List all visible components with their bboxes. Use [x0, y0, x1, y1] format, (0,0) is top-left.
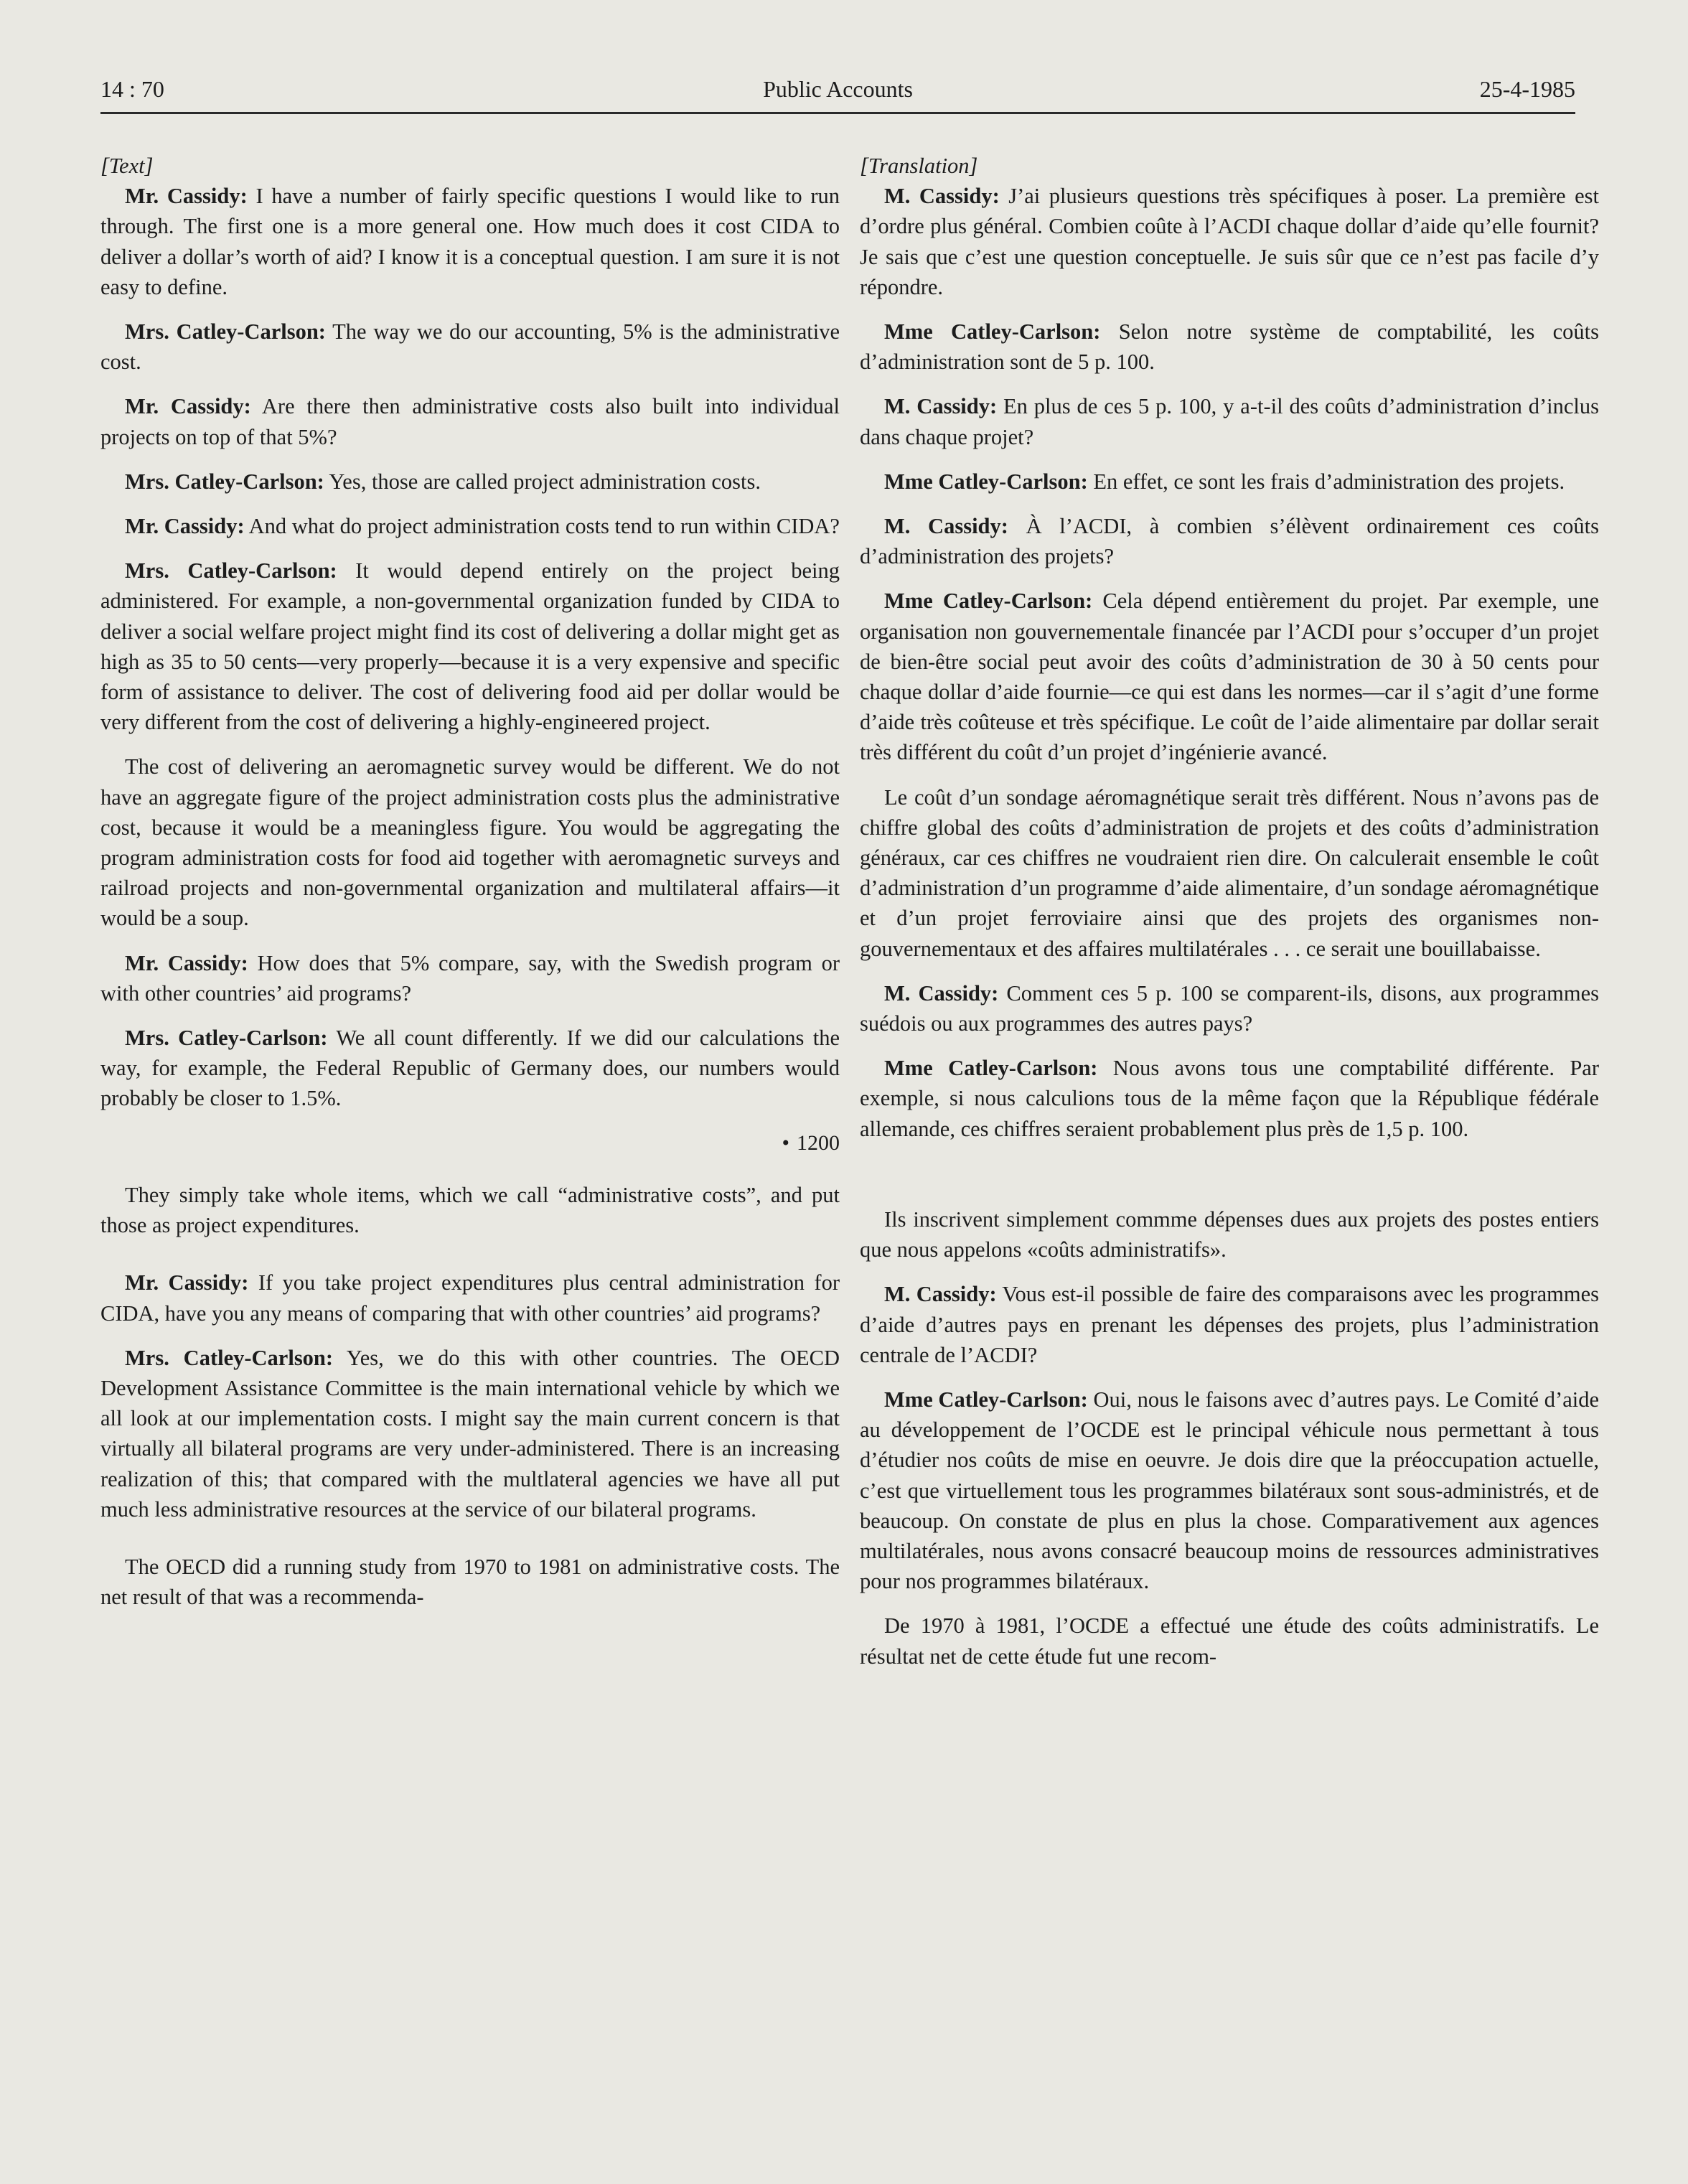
speech-text: Comment ces 5 p. 100 se comparent-ils, disons, aux programmes suédois ou aux programmes des autres pays? [860, 980, 1599, 1036]
paragraph [100, 391, 840, 451]
speech-text: Vous est-il possible de faire des comparaisons avec les programmes d’aide d’autres pays en prenant les dépenses des projets, plus l’administration centrale de l’ACDI? [860, 1282, 1599, 1367]
speaker: Mme Catley-Carlson: [884, 589, 1093, 614]
speech-text: The cost of delivering an aeromagnetic survey would be different. We do not have an aggregate figure of the project administration costs plus the administrative cost, because it would be a meaningless figure. You would be aggregating the program administration costs for food aid together with aeromagnetic surveys and railroad projects and non-governmental organization and multilateral affairs—it would be a soup. [100, 754, 840, 931]
speech-text: We all count differently. If we did our calculations the way, for example, the Federal Republic of Germany does, our numbers would probably be closer to 1.5%. [100, 1026, 840, 1111]
paragraph [100, 181, 840, 302]
page-date: 25-4-1985 [1479, 76, 1575, 102]
paragraph [860, 317, 1599, 377]
speaker: Mme Catley-Carlson: [884, 319, 1101, 345]
speaker: M. Cassidy: [884, 394, 998, 419]
speaker: Mme Catley-Carlson: [884, 469, 1088, 494]
paragraph [100, 948, 840, 1008]
paragraph [860, 1611, 1599, 1671]
paragraph [100, 467, 840, 497]
speech-text: The way we do our accounting, 5% is the administrative cost. [100, 319, 840, 375]
page-number: 14 : 70 [100, 76, 164, 102]
paragraph [100, 751, 840, 933]
speaker: Mrs. Catley-Carlson: [125, 558, 337, 584]
speech-text: How does that 5% compare, say, with the Swedish program or with other countries’ aid programs? [100, 950, 840, 1006]
paragraph [860, 1384, 1599, 1596]
speech-text: I have a number of fairly specific questions I would like to run through. The first one is a more general one. How much does it cost CIDA to deliver a dollar’s worth of aid? I know it is a conceptual question. I am sure it is not easy to define. [100, 184, 840, 299]
speech-text: Selon notre système de comptabilité, les coûts d’administration sont de 5 p. 100. [860, 319, 1599, 375]
speech-text: Cela dépend entièrement du projet. Par exemple, une organisation non gouvernementale financée par l’ACDI pour s’occuper d’un projet de bien-être social peut avoir des coûts d’administration de 30 à 50 cents pour chaque dollar d’aide fournie—ce qui est dans les normes—car il s’agit d’une forme d’aide très coûteuse et très spécifique. Le coût de l’aide alimentaire par dollar serait très différent du coût d’un projet d’ingénierie avancé. [860, 589, 1599, 765]
paragraph [100, 1180, 840, 1240]
speaker: M. Cassidy: [884, 514, 1008, 539]
speech-text: Nous avons tous une comptabilité différente. Par exemple, si nous calculions tous de la même façon que la République fédérale allemande, ces chiffres seraient probablement plus près de 1,5 p. 100. [860, 1056, 1599, 1141]
speaker: Mr. Cassidy: [125, 184, 248, 209]
paragraph [860, 1279, 1599, 1370]
speech-text: En effet, ce sont les frais d’administration des projets. [1087, 469, 1565, 494]
paragraph [100, 511, 840, 541]
paragraph [100, 1343, 840, 1524]
speech-text: It would depend entirely on the project being administered. For example, a non-governmental organization funded by CIDA to deliver a social welfare project might find its cost of delivering a dollar might get as high as 35 to 50 cents—very properly—because it is a very expensive and specific form of assistance to deliver. The cost of delivering food aid per dollar would be very different from the cost of delivering a highly-engineered project. [100, 558, 840, 735]
speaker: M. Cassidy: [884, 980, 999, 1006]
speech-text: And what do project administration costs tend to run within CIDA? [244, 514, 840, 539]
paragraph [100, 556, 840, 737]
paragraph [100, 1267, 840, 1328]
speaker: Mr. Cassidy: [125, 394, 251, 419]
speech-text: Oui, nous le faisons avec d’autres pays. Le Comité d’aide au développement de l’OCDE est le principal véhicule nous permettant à tous d’étudier nos coûts de mise en oeuvre. Je dois dire que la préoccupation actuelle, c’est que virtuellement tous les programmes bilatéraux sont sous-administrés, et de beaucoup. On constate de plus en plus la chose. Comparativement aux agences multilatérales, nous avons consacré beaucoup moins de ressources administratives pour nos programmes bilatéraux. [860, 1387, 1600, 1594]
paragraph [100, 317, 840, 377]
speech-text: Yes, we do this with other countries. The OECD Development Assistance Committee is the main international vehicle by which we all look at our implementation costs. I might say the main current concern is that virtually all bilateral programs are very under-administered. There is an increasing realization of this; that compared with the multlateral agencies we have all put much less administrative resources at the service of our bilateral programs. [100, 1345, 840, 1522]
speaker: Mrs. Catley-Carlson: [125, 1345, 334, 1370]
speech-text: De 1970 à 1981, l’OCDE a effectué une étude des coûts administratifs. Le résultat net de cette étude fut une recom- [860, 1613, 1599, 1669]
paragraph [100, 1023, 840, 1114]
paragraph [860, 391, 1599, 451]
speaker: Mr. Cassidy: [125, 514, 245, 539]
speaker: Mrs. Catley-Carlson: [125, 319, 326, 345]
speech-text: If you take project expenditures plus central administration for CIDA, have you any means of comparing that with other countries’ aid programs? [100, 1270, 840, 1326]
speech-text: En plus de ces 5 p. 100, y a-t-il des coûts d’administration d’inclus dans chaque projet? [860, 394, 1599, 449]
speaker: M. Cassidy: [884, 1282, 997, 1307]
paragraph [860, 511, 1599, 571]
speech-text: The OECD did a running study from 1970 to 1981 on administrative costs. The net result of that was a recommenda- [100, 1554, 840, 1610]
speech-text: Yes, those are called project administration costs. [324, 469, 761, 494]
page-header [100, 72, 1575, 114]
speech-text: Ils inscrivent simplement commme dépenses dues aux projets des postes entiers que nous appelons «coûts administratifs». [860, 1206, 1599, 1262]
speaker: Mrs. Catley-Carlson: [125, 1026, 328, 1051]
paragraph [100, 1552, 840, 1612]
speech-text: They simply take whole items, which we call “administrative costs”, and put those as project expenditures. [100, 1182, 840, 1238]
paragraph [860, 181, 1599, 302]
speech-text: J’ai plusieurs questions très spécifiques à poser. La première est d’ordre plus général. Combien coûte à l’ACDI chaque dollar d’aide qu’elle fournit? Je sais que c’est une question conceptuelle. Je suis sûr que ce n’est pas facile d’y répondre. [860, 184, 1599, 299]
speech-text: Are there then administrative costs also built into individual projects on top of that 5%? [100, 394, 840, 449]
time-marker-value: 1200 [797, 1130, 840, 1155]
speaker: Mrs. Catley-Carlson: [125, 469, 324, 494]
column-label: [Translation] [860, 154, 978, 178]
page-title: Public Accounts [763, 76, 913, 102]
paragraph [860, 467, 1599, 497]
paragraph [860, 782, 1599, 964]
speaker: Mme Catley-Carlson: [884, 1387, 1088, 1412]
speech-text: Le coût d’un sondage aéromagnétique serait très différent. Nous n’avons pas de chiffre global des coûts d’administration de projets et des coûts d’administration généraux, car ces chiffres ne voudraient rien dire. On calculerait ensemble le coût d’administration d’un programme d’aide alimentaire, d’un sondage aéromagnétique et d’un projet ferroviaire ainsi que des projets des organismes non-gouvernementaux et des affaires multilatérales . . . ce serait une bouillabaisse. [860, 784, 1599, 961]
speaker: Mr. Cassidy: [125, 1270, 249, 1295]
speech-text: À l’ACDI, à combien s’élèvent ordinairement ces coûts d’administration des projets? [860, 514, 1599, 569]
time-marker [100, 1128, 840, 1158]
english-column [100, 151, 840, 1626]
speaker: Mme Catley-Carlson: [884, 1056, 1098, 1081]
column-label: [Text] [100, 154, 154, 178]
paragraph [860, 586, 1599, 767]
speaker: Mr. Cassidy: [125, 950, 248, 975]
paragraph [860, 1053, 1599, 1144]
french-column [860, 151, 1599, 1686]
paragraph [860, 978, 1599, 1039]
bullet-icon: • [782, 1130, 789, 1155]
paragraph [860, 1204, 1599, 1265]
speaker: M. Cassidy: [884, 184, 1000, 209]
